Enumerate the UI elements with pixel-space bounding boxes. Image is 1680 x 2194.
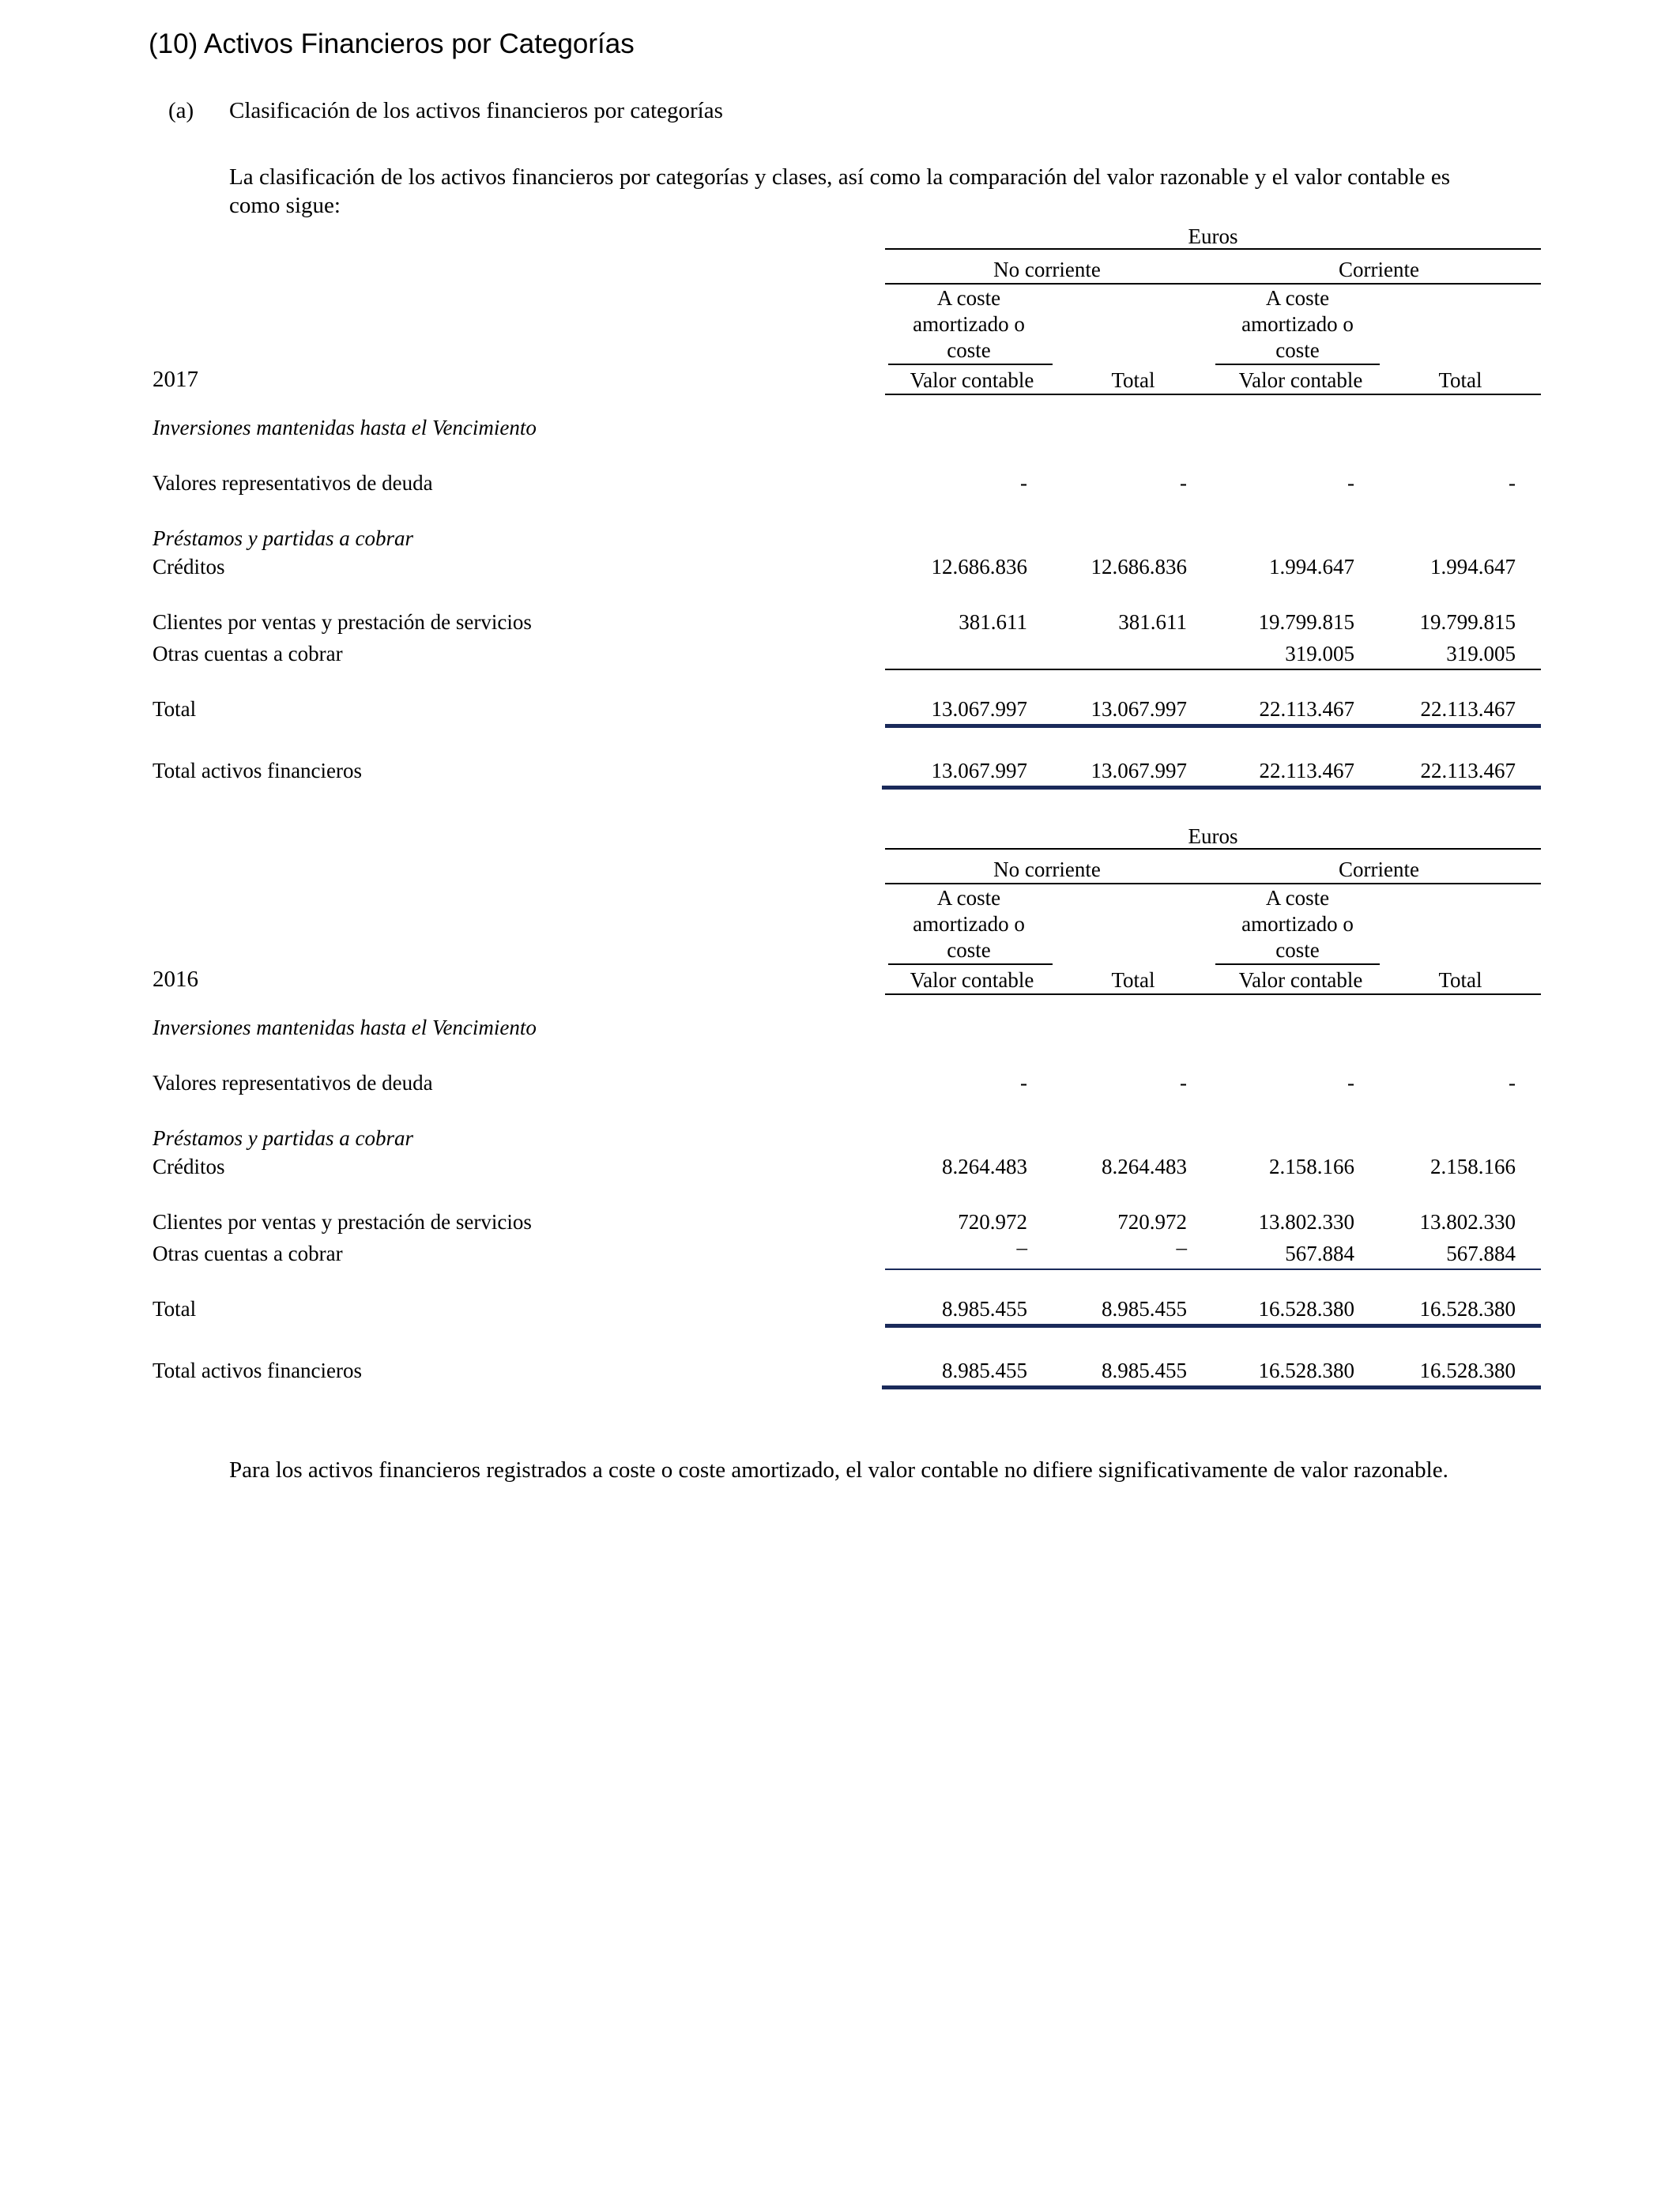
cell-value: -: [1509, 471, 1516, 495]
cell-value: 13.067.997: [931, 759, 1027, 782]
cell-value: 13.067.997: [1090, 759, 1187, 782]
row-label: Créditos: [153, 1155, 225, 1178]
cell-value: -: [1020, 471, 1027, 495]
header-rule: [1215, 364, 1380, 365]
header-rule: [885, 283, 1541, 285]
cell-value: 8.264.483: [1102, 1155, 1187, 1178]
row-label: Créditos: [153, 555, 225, 579]
valor-contable-header: Valor contable: [1238, 368, 1363, 392]
subtotal-rule: [885, 1269, 1541, 1270]
a-coste-line-1: A coste: [1265, 286, 1330, 310]
a-coste-line-3: coste: [1275, 938, 1320, 962]
cell-value: 720.972: [1117, 1210, 1187, 1234]
cell-value: 22.113.467: [1420, 759, 1516, 782]
cell-value: 381.611: [1118, 610, 1187, 634]
cell-value: 567.884: [1285, 1242, 1354, 1265]
year-label: 2016: [153, 967, 198, 992]
year-label: 2017: [153, 367, 198, 392]
currency-header: Euros: [1188, 824, 1238, 848]
cell-value: -: [1180, 471, 1187, 495]
header-rule: [1215, 963, 1380, 965]
cell-value: 8.985.455: [1102, 1359, 1187, 1382]
cell-value: 8.264.483: [942, 1155, 1027, 1178]
a-coste-line-3: coste: [947, 338, 991, 362]
total-rule: [885, 1324, 1541, 1328]
cell-value: 16.528.380: [1419, 1297, 1516, 1321]
cell-value: 22.113.467: [1259, 697, 1354, 721]
cell-value: 8.985.455: [942, 1359, 1027, 1382]
cell-value: 319.005: [1446, 642, 1516, 665]
cell-value: 8.985.455: [1102, 1297, 1187, 1321]
currency-header: Euros: [1188, 224, 1238, 248]
row-label: Total activos financieros: [153, 759, 363, 782]
category-label: Préstamos y partidas a cobrar: [153, 1126, 413, 1150]
cell-value: 13.067.997: [931, 697, 1027, 721]
cell-value: -: [1347, 1071, 1354, 1095]
total-rule: [882, 786, 1541, 790]
a-coste-line-2: amortizado o: [1241, 912, 1354, 936]
cell-value: 22.113.467: [1420, 697, 1516, 721]
total-header: Total: [1438, 968, 1482, 992]
page-title: (10) Activos Financieros por Categorías: [149, 28, 635, 59]
cell-value: 319.005: [1285, 642, 1354, 665]
a-coste-line-1: A coste: [1265, 886, 1330, 910]
header-rule: [885, 248, 1541, 250]
cell-value: 22.113.467: [1259, 759, 1354, 782]
valor-contable-header: Valor contable: [1238, 968, 1363, 992]
row-label: Valores representativos de deuda: [153, 471, 433, 495]
row-label: Clientes por ventas y prestación de servicios: [153, 1210, 532, 1234]
category-label: Inversiones mantenidas hasta el Vencimiento: [153, 416, 537, 439]
cell-value: 16.528.380: [1258, 1297, 1354, 1321]
valor-contable-header: Valor contable: [910, 968, 1034, 992]
cell-value: –: [1016, 1235, 1027, 1259]
corriente-header: Corriente: [1339, 858, 1419, 881]
cell-value: –: [1176, 1235, 1187, 1259]
section-title: Clasificación de los activos financieros por categorías: [229, 98, 723, 123]
category-label: Préstamos y partidas a cobrar: [153, 526, 413, 550]
row-label: Otras cuentas a cobrar: [153, 642, 343, 665]
header-rule: [885, 394, 1541, 395]
cell-value: 13.802.330: [1258, 1210, 1354, 1234]
cell-value: 8.985.455: [942, 1297, 1027, 1321]
cell-value: -: [1347, 471, 1354, 495]
a-coste-line-2: amortizado o: [913, 312, 1025, 336]
cell-value: 381.611: [959, 610, 1027, 634]
row-label: Total: [153, 697, 197, 721]
cell-value: 12.686.836: [931, 555, 1027, 579]
header-rule: [885, 848, 1541, 850]
section-label: (a): [168, 98, 194, 123]
no-corriente-header: No corriente: [993, 258, 1101, 281]
cell-value: 19.799.815: [1258, 610, 1354, 634]
intro-paragraph: La clasificación de los activos financieros por categorías y clases, así como la comparación del valor razonable y el valor contable es como sigue:: [229, 164, 1450, 218]
header-rule: [885, 883, 1541, 884]
cell-value: 1.994.647: [1430, 555, 1516, 579]
cell-value: 16.528.380: [1419, 1359, 1516, 1382]
row-label: Total activos financieros: [153, 1359, 363, 1382]
no-corriente-header: No corriente: [993, 858, 1101, 881]
total-rule: [882, 1385, 1541, 1389]
total-rule: [885, 724, 1541, 728]
corriente-header: Corriente: [1339, 258, 1419, 281]
total-header: Total: [1111, 368, 1155, 392]
cell-value: 1.994.647: [1269, 555, 1354, 579]
cell-value: 2.158.166: [1269, 1155, 1354, 1178]
a-coste-line-1: A coste: [936, 286, 1001, 310]
total-header: Total: [1111, 968, 1155, 992]
row-label: Total: [153, 1297, 197, 1321]
header-rule: [888, 364, 1053, 365]
table-2017: [0, 221, 1680, 822]
table-2016: [0, 821, 1680, 1422]
a-coste-line-1: A coste: [936, 886, 1001, 910]
cell-value: 12.686.836: [1090, 555, 1187, 579]
cell-value: 2.158.166: [1430, 1155, 1516, 1178]
header-rule: [888, 963, 1053, 965]
a-coste-line-3: coste: [1275, 338, 1320, 362]
a-coste-line-2: amortizado o: [913, 912, 1025, 936]
valor-contable-header: Valor contable: [910, 368, 1034, 392]
cell-value: 19.799.815: [1419, 610, 1516, 634]
row-label: Clientes por ventas y prestación de servicios: [153, 610, 532, 634]
cell-value: 16.528.380: [1258, 1359, 1354, 1382]
header-rule: [885, 993, 1541, 995]
row-label: Otras cuentas a cobrar: [153, 1242, 343, 1265]
cell-value: 567.884: [1446, 1242, 1516, 1265]
closing-paragraph: Para los activos financieros registrados a coste o coste amortizado, el valor contable no difiere significativamente de valor razonable.: [229, 1457, 1448, 1483]
a-coste-line-2: amortizado o: [1241, 312, 1354, 336]
a-coste-line-3: coste: [947, 938, 991, 962]
cell-value: 720.972: [958, 1210, 1027, 1234]
row-label: Valores representativos de deuda: [153, 1071, 433, 1095]
cell-value: -: [1020, 1071, 1027, 1095]
cell-value: 13.802.330: [1419, 1210, 1516, 1234]
category-label: Inversiones mantenidas hasta el Vencimiento: [153, 1016, 537, 1039]
total-header: Total: [1438, 368, 1482, 392]
cell-value: -: [1180, 1071, 1187, 1095]
subtotal-rule: [885, 669, 1541, 670]
cell-value: 13.067.997: [1090, 697, 1187, 721]
cell-value: -: [1509, 1071, 1516, 1095]
